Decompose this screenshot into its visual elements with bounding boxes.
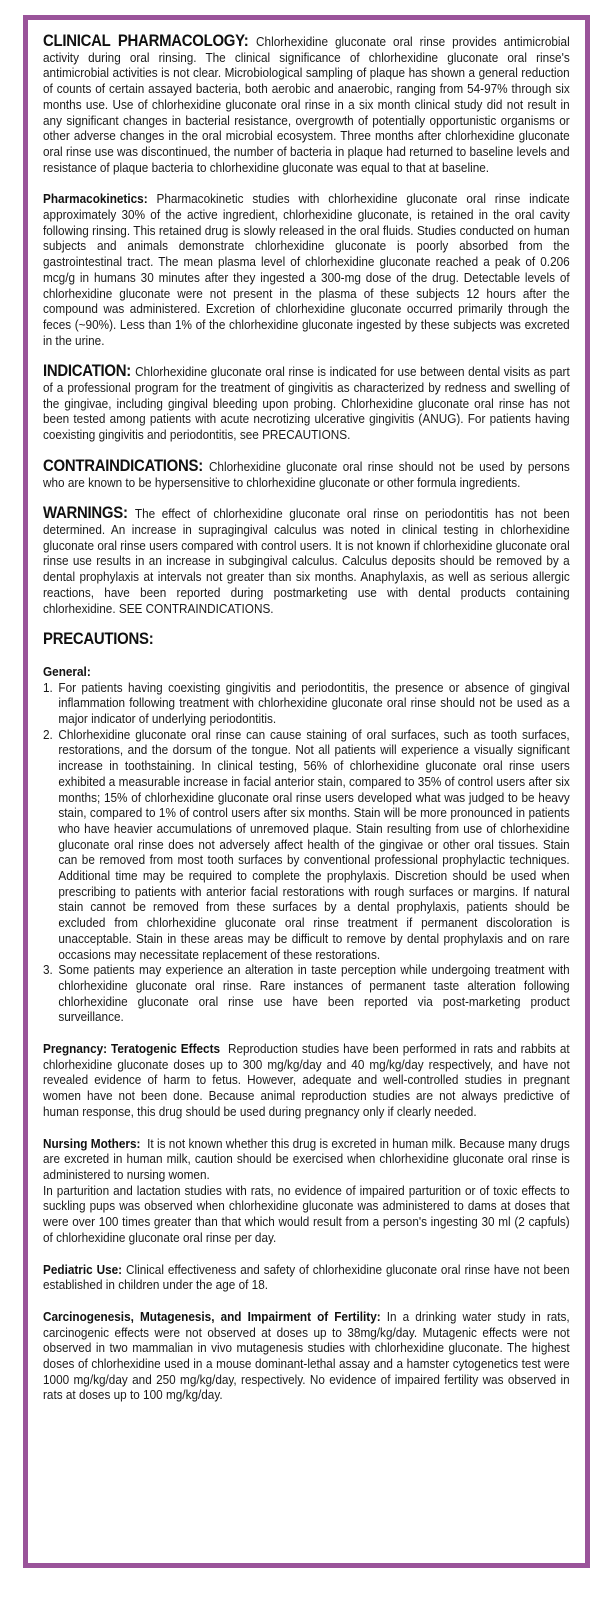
item-text: Some patients may experience an alteration in taste perception while undergoing treatment with chlorhexidine gluconate oral rinse. Rare instances of permanent taste alteration following chlorhexidine gluconate oral rinse use have been reported via post-marketing product surveillance. <box>58 962 570 1025</box>
indication-body: Chlorhexidine gluconate oral rinse is indicated for use between dental visits as part of a professional program for the treatment of gingivitis as characterized by redness and swelling of the gingivae, including gingival bleeding upon probing. Chlorhexidine gluconate oral rinse has not been tested among patients with acute necrotizing ulcerative gingivitis (ANUG). For patients having coexisting gingivitis and periodontitis, see PRECAUTIONS. <box>43 364 570 443</box>
carcinogenesis-heading: Carcinogenesis, Mutagenesis, and Impairment of Fertility: <box>43 1308 387 1324</box>
section-general <box>43 664 570 1025</box>
nursing-mothers-body: It is not known whether this drug is excreted in human milk. Because many drugs are excreted in human milk, caution should be exercised when chlorhexidine gluconate oral rinse is administered to nursing women. <box>43 1135 570 1182</box>
section-contraindications <box>43 456 570 490</box>
section-pediatric-use <box>43 1262 570 1293</box>
precautions-heading: PRECAUTIONS: <box>43 630 154 649</box>
item-text: Chlorhexidine gluconate oral rinse can cause staining of oral surfaces, such as tooth surfaces, restorations, and the dorsum of the tongue. Not all patients will experience a visually significant increase in toothstaining. In clinical testing, 56% of chlorhexidine gluconate oral rinse users exhibited a measurable increase in facial anterior stain, compared to 35% of control users after six months; 15% of chlorhexidine gluconate oral rinse users developed what was judged to be heavy stain, compared to 1% of control users after six months. Stain will be more pronounced in patients who have heavier accumulations of unremoved plaque. Stain resulting from use of chlorhexidine gluconate oral rinse does not adversely affect health of the gingivae or other oral tissues. Stain can be removed from most tooth surfaces by conventional professional prophylactic techniques. Additional time may be required to complete the prophylaxis. Discretion should be used when prescribing to patients with anterior facial restorations with rough surfaces or margins. If natural stain cannot be removed from these surfaces by a dental prophylaxis, patients should be excluded from chlorhexidine gluconate oral rinse treatment if permanent discoloration is unacceptable. Stain in these areas may be difficult to remove by dental prophylaxis and on rare occasions may necessitate replacement of these restorations. <box>58 726 570 962</box>
item-number: 3. <box>43 962 53 978</box>
pregnancy-body: Reproduction studies have been performed in rats and rabbits at chlorhexidine gluconate doses up to 300 mg/kg/day and 40 mg/kg/day respectively, and have not revealed evidence of harm to fetus. However, adequate and well-controlled studies in pregnant women have not been done. Because animal reproduction studies are not always predictive of human response, this drug should be used during pregnancy only if clearly needed. <box>43 1041 570 1119</box>
clinical-pharmacology-body: Chlorhexidine gluconate oral rinse provides antimicrobial activity during oral rinsing. The clinical significance of chlorhexidine gluconate oral rinse's antimicrobial activities is not clear. Microbiological sampling of plaque has shown a general reduction of counts of certain assayed bacteria, both aerobic and anaerobic, ranging from 54-97% through six months use. Use of chlorhexidine gluconate oral rinse in a six month clinical study did not result in any significant changes in bacterial resistance, overgrowth of potentially opportunistic organisms or other adverse changes in the oral microbial ecosystem. Three months after chlorhexidine gluconate oral rinse use was discontinued, the number of bacteria in plaque had returned to baseline levels and resistance of plaque bacteria to chlorhexidine gluconate was equal to that at baseline. <box>43 34 570 175</box>
section-precautions <box>43 632 570 648</box>
label-border-box <box>23 15 590 1568</box>
general-heading: General: <box>43 663 91 679</box>
section-nursing-mothers-continued <box>43 1183 570 1246</box>
warnings-body: The effect of chlorhexidine gluconate oral rinse on periodontitis has not been determined. An increase in supragingival calculus was noted in clinical testing in chlorhexidine gluconate oral rinse users compared with control users. It is not known if chlorhexidine gluconate oral rinse use results in an increase in subgingival calculus. Calculus deposits should be removed by a dental prophylaxis at intervals not greater than six months. Anaphylaxis, as well as serious allergic reactions, have been reported during postmarketing use with dental products containing chlorhexidine. SEE CONTRAINDICATIONS. <box>43 506 570 616</box>
list-item <box>43 727 570 963</box>
item-number: 2. <box>43 726 53 742</box>
contraindications-heading: CONTRAINDICATIONS: <box>43 456 209 475</box>
label-content <box>43 34 570 1403</box>
list-item <box>43 962 570 1025</box>
section-warnings <box>43 506 570 616</box>
indication-heading: INDICATION: <box>43 362 136 381</box>
item-text: For patients having coexisting gingivitis and periodontitis, the presence or absence of gingival inflammation following treatment with chlorhexidine gluconate oral rinse should not be used as a major indicator of underlying periodontitis. <box>58 679 570 727</box>
item-number: 1. <box>43 679 53 695</box>
pediatric-use-body: Clinical effectiveness and safety of chlorhexidine gluconate oral rinse have not been established in children under the age of 18. <box>43 1261 570 1293</box>
carcinogenesis-body: In a drinking water study in rats, carcinogenic effects were not observed at doses up to 38mg/kg/day. Mutagenic effects were not observed in two mammalian in vivo mutagenesis studies with chlorhexidine gluconate. The highest doses of chlorhexidine used in a mouse dominant-lethal assay and a hamster cytogenetics test were 1000 mg/kg/day and 250 mg/kg/day, respectively. No evidence of impaired fertility was observed in rats at doses up to 100 mg/kg/day. <box>43 1308 570 1403</box>
section-carcinogenesis <box>43 1309 570 1403</box>
pregnancy-heading: Pregnancy: Teratogenic Effects <box>43 1041 228 1057</box>
contraindications-body: Chlorhexidine gluconate oral rinse should not be used by persons who are known to be hypersensitive to chlorhexidine gluconate or other formula ingredients. <box>43 458 570 490</box>
nursing-mothers-body2: In parturition and lactation studies with rats, no evidence of impaired parturition or of toxic effects to suckling pups was observed when chlorhexidine gluconate was administered to dams at doses that were over 100 times greater than that which would result from a person's ingesting 30 ml (2 capfuls) of chlorhexidine gluconate oral rinse per day. <box>43 1182 570 1245</box>
list-item <box>43 680 570 727</box>
section-pregnancy <box>43 1041 570 1120</box>
section-pharmacokinetics <box>43 191 570 348</box>
pharmacokinetics-body: Pharmacokinetic studies with chlorhexidine gluconate oral rinse indicate approximately 30% of the active ingredient, chlorhexidine gluconate, is retained in the oral cavity following rinsing. This retained drug is slowly released in the oral fluids. Studies conducted on human subjects and animals demonstrate chlorhexidine gluconate is poorly absorbed from the gastrointestinal tract. The mean plasma level of chlorhexidine gluconate reached a peak of 0.206 mcg/g in humans 30 minutes after they ingested a 300-mg dose of the drug. Detectable levels of chlorhexidine gluconate were not present in the plasma of these subjects 12 hours after the compound was administered. Excretion of chlorhexidine gluconate occurred primarily through the feces (~90%). Less than 1% of the chlorhexidine gluconate ingested by these subjects was excreted in the urine. <box>43 191 570 348</box>
pharmacokinetics-heading: Pharmacokinetics: <box>43 191 157 207</box>
pediatric-use-heading: Pediatric Use: <box>43 1261 127 1277</box>
nursing-mothers-heading: Nursing Mothers: <box>43 1135 148 1151</box>
clinical-pharmacology-heading: CLINICAL PHARMACOLOGY: <box>43 32 257 50</box>
section-nursing-mothers <box>43 1136 570 1183</box>
section-indication <box>43 364 570 443</box>
warnings-heading: WARNINGS: <box>43 504 135 523</box>
section-clinical-pharmacology <box>43 34 570 175</box>
